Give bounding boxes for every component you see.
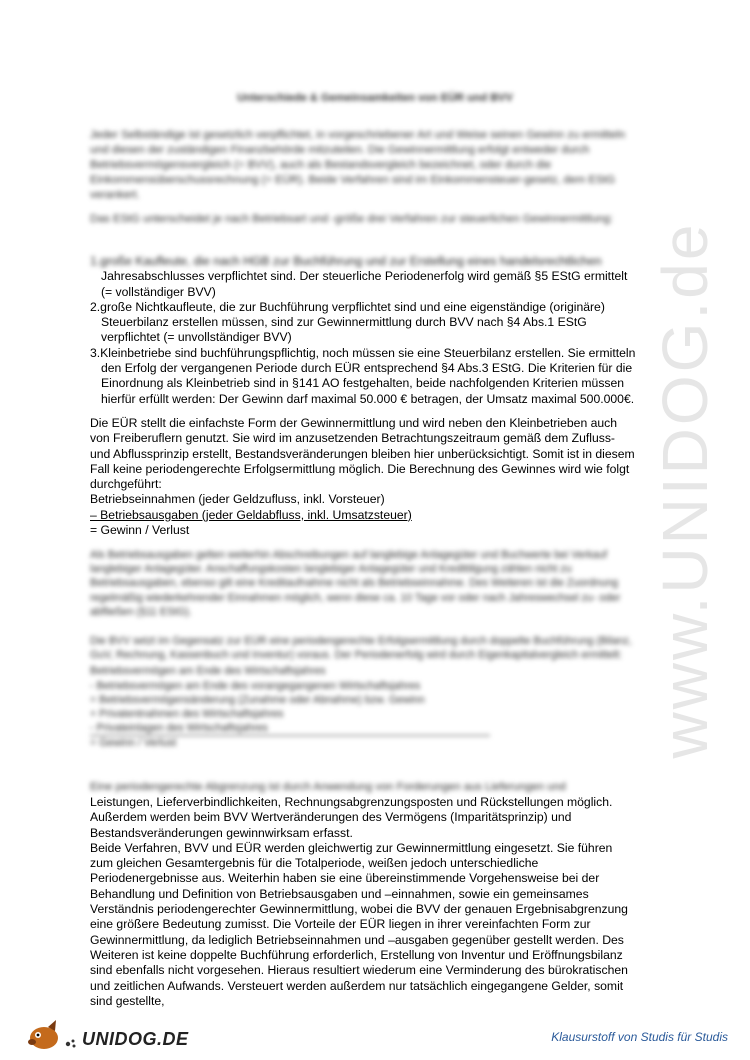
list-item-1-rest: Jahresabschlusses verpflichtet sind. Der steuerliche Periodenerfolg wird gemäß §5 EStG ermittelt (= vollständiger BVV) xyxy=(101,269,628,299)
list-item-1-first-line: 1.große Kaufleute, die nach HGB zur Buchführung und zur Erstellung eines handelsrechtlichen xyxy=(90,254,602,268)
blurred-line-c: Eine periodengerechte Abgrenzung ist durch Anwendung von Forderungen aus Lieferungen und xyxy=(90,781,566,793)
watermark-text: www.UNIDOG.de xyxy=(649,221,721,759)
bvv-line: = Betriebsvermögensänderung (Zunahme oder Abnahme) bzw. Gewinn xyxy=(90,693,425,706)
calc-line-2: – Betriebsausgaben (jeder Geldabfluss, inkl. Umsatzsteuer) xyxy=(90,507,412,522)
unidog-logo[interactable] xyxy=(22,1018,202,1054)
final-paragraph: Leistungen, Lieferverbindlichkeiten, Rechnungsabgrenzungsposten und Rückstellungen möglich. Außerdem werden beim BVV Wertveränderungen des Vermögens (Imparitätsprinzip) und Bestandsveränderungen gewinnwirksam erfasst. Beide Verfahren, BVV und EÜR werden gleichwertig zur Gewinnermittlung eingesetzt. Sie führen zum gleichen Gesamtergebnis für die Totalperiode, weißen jedoch unterschiedliche Periodenergebnisse aus. Weiterhin haben sie eine übereinstimmende Vorgehensweise bei der Behandlung und Definition von Betriebsausgaben und –einnahmen, sowie ein gemeinsames Verständnis periodengerechter Gewinnermittlung, wobei die BVV der genauen Ergebnisabgrenzung eine größere Bedeutung zumisst. Die Vorteile der EÜR liegen in ihrer vereinfachten Form zur Gewinnermittlung, da lediglich Betriebseinnahmen und –ausgaben gegenüber gestellt werden. Des Weiteren ist keine doppelte Buchführung erforderlich, Erstellung von Inventur und Eröffnungsbilanz sind ebenfalls nicht vorgesehen. Hieraus resultiert wiederum eine Verminderung des bürokratischen und zeitlichen Aufwands. Versteuert werden außerdem nur tatsächlich eingegangene Gelder, somit sind gestellte, xyxy=(90,795,628,1008)
methods-list xyxy=(90,254,638,407)
footer-tagline: Klausurstoff von Studis für Studis xyxy=(551,1030,728,1044)
bvv-calc-list xyxy=(90,664,638,750)
calc-line-3: = Gewinn / Verlust xyxy=(90,523,190,538)
bvv-line: - Betriebsvermögen am Ende des vorangegangenen Wirtschaftsjahres xyxy=(90,679,421,692)
dog-icon xyxy=(22,1018,82,1054)
document-title: Unterschiede & Gemeinsamkeiten von EÜR und BVV xyxy=(237,92,513,104)
watermark xyxy=(649,221,721,759)
eur-paragraph: Die EÜR stellt die einfachste Form der Gewinnermittlung und wird neben den Kleinbetrieben auch von Freiberuflern genutzt. Sie wird im anzusetzenden Betrachtungszeitraum gemäß dem Zufluss- und Abflussprinzip erstellt, Bestandsveränderungen bleiben hier unberücksichtigt. Somit ist in diesem Fall keine periodengerechte Erfolgsermittlung möglich. Die Berechnung des Gewinnes wird wie folgt durchgeführt: Betriebseinnahmen (jeder Geldzufluss, inkl. Vorsteuer) – Betriebsausgaben (jeder Geldabfluss, inkl. Umsatzsteuer) = Gewinn / Verlust xyxy=(90,416,638,538)
calc-line-1: Betriebseinnahmen (jeder Geldzufluss, inkl. Vorsteuer) xyxy=(90,492,385,507)
intro-paragraph: Jeder Selbständige ist gesetzlich verpflichtet, in vorgeschriebener Art und Weise seinen Gewinn zu ermitteln und diesen der zuständigen Finanzbehörde mitzuteilen. Die Gewinnermittlung erfolgt entweder durch Betriebsvermögensvergleich (= BVV), auch als Bestandsvergleich bezeichnet, oder durch die Einkommensüberschussrechnung (= EÜR). Beide Verfahren sind im Einkommensteuer-gesetz, dem EStG verankert. xyxy=(90,129,626,201)
bvv-line: - Privateinlagen des Wirtschaftsjahres xyxy=(90,721,490,736)
blurred-paragraph-b: Die BVV setzt im Gegensatz zur EÜR eine periodengerechte Erfolgsermittlung durch doppelte Buchführung (Bilanz, GuV, Rechnung, Kassenbuch und Inventur) voraus. Der Periodenerfolg wird durch Eigenkapitalvergleich ermittelt: Betriebsvermögen am Ende des Wirtschaftsjahres - Betriebsvermögen am Ende des vorangegangenen Wirtschaftsjahres = Betriebsvermögensänderung (Zunahme oder Abnahme) bzw. Gewinn + Privatentnahmen des Wirtschaftsjahres - Privateinlagen des Wirtschaftsjahres = Gewinn / Verlust xyxy=(90,634,638,751)
estg-paragraph: Das EStG unterscheidet je nach Betriebsart und -größe drei Verfahren zur steuerlichen Gewinnermittlung: xyxy=(90,213,613,225)
logo-text: UNIDOG.DE xyxy=(82,1029,189,1049)
bvv-line: Betriebsvermögen am Ende des Wirtschaftsjahres xyxy=(90,665,326,678)
bvv-line: = Gewinn / Verlust xyxy=(90,737,177,750)
list-item-2: 2.große Nichtkaufleute, die zur Buchführung verpflichtet sind und eine eigenständige (originäre) Steuerbilanz erstellen müssen, sind zur Gewinnermittlung durch BVV nach §4 Abs.1 EStG verpflichtet (= unvollständiger BVV) xyxy=(90,299,605,345)
list-item-3: 3.Kleinbetriebe sind buchführungspflichtig, noch müssen sie eine Steuerbilanz erstellen. Sie ermitteln den Erfolg der vergangenen Periode durch EÜR entsprechend §4 Abs.3 EStG. Die Kriterien für die Einordnung als Kleinbetrieb sind in §141 AO festgehalten, beide nachfolgenden Kriterien müssen hierfür erfüllt werden: Der Gewinn darf maximal 50.000 € betragen, der Umsatz maximal 500.000€. xyxy=(90,345,636,406)
bvv-line: + Privatentnahmen des Wirtschaftsjahres xyxy=(90,708,284,721)
blurred-paragraph-a: Als Betriebsausgaben gelten weiterhin Abschreibungen auf langlebige Anlagegüter und Buchwerte bei Verkauf langlebiger Anlagegüter. Anschaffungskosten langlebiger Anlagegüter und Kredittilgung zählen nicht zu Betriebsausgaben, ebenso gilt eine Kreditaufnahme nicht als Betriebseinnahme. Des Weiteren ist die Zuordnung regelmäßig wiederkehrender Einnahmen möglich, wenn diese ca. 10 Tage vor oder nach Jahreswechsel zu- oder abfließen (§11 EStG). xyxy=(90,549,621,618)
